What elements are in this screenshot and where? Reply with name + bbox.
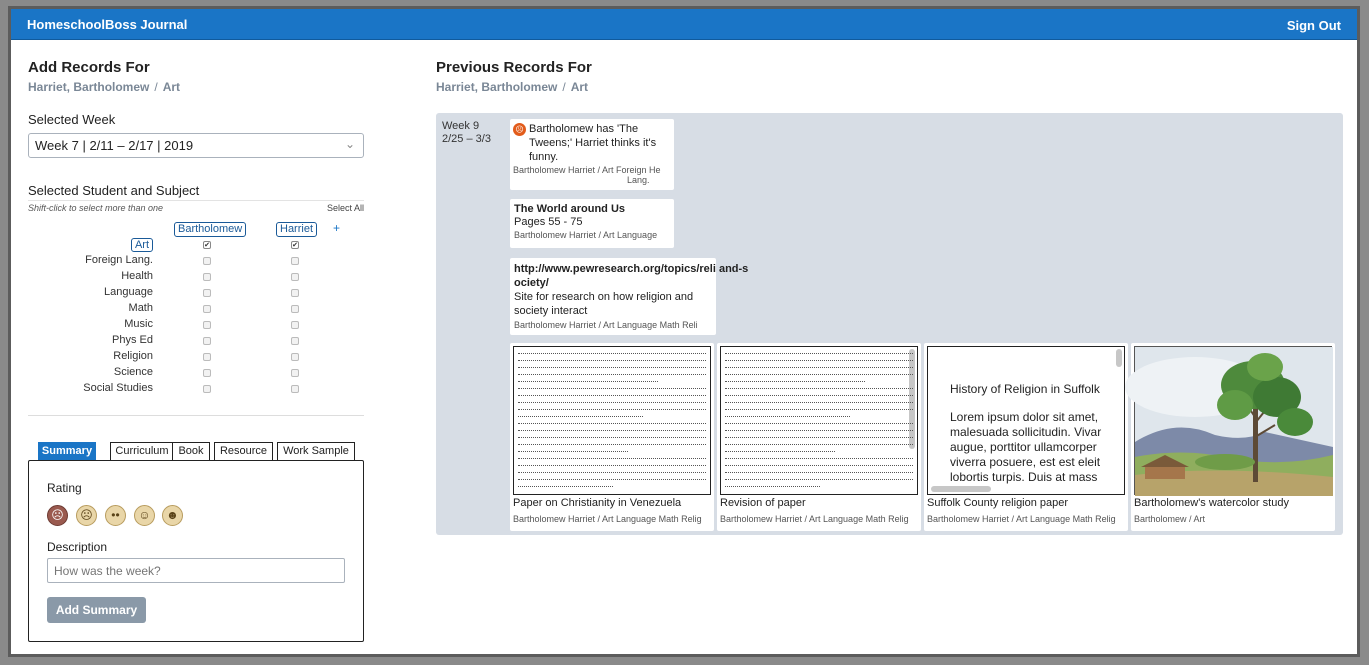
rating-smile-icon[interactable]: ☺ — [134, 505, 155, 526]
sample-caption: Paper on Christianity in Venezuela — [513, 497, 682, 509]
brand-logo[interactable]: HomeschoolBoss Journal — [27, 17, 188, 32]
week-dates: 2/25 – 3/3 — [442, 133, 491, 145]
subject-label-wrap — [28, 238, 153, 252]
summary-panel — [28, 460, 364, 642]
week-number: Week 9 — [442, 120, 480, 132]
record-meta: Bartholomew Harriet / Art Language Math Reli — [514, 320, 698, 330]
work-sample-card[interactable] — [1131, 343, 1335, 531]
document-thumbnail — [927, 346, 1125, 495]
add-records-panel — [28, 59, 364, 402]
sample-caption: Bartholomew's watercolor study — [1134, 497, 1289, 509]
add-records-title: Add Records For — [28, 59, 150, 76]
subject-label[interactable]: Music — [124, 318, 153, 330]
record-meta: Bartholomew Harriet / Art Language Math Relig — [720, 514, 909, 524]
book-pages: Pages 55 - 75 — [514, 216, 583, 228]
divider — [28, 415, 364, 416]
handwriting-line — [725, 472, 913, 473]
watercolor-image — [1135, 347, 1333, 496]
subject-checkbox[interactable] — [203, 305, 211, 313]
previous-records-breadcrumb — [436, 80, 592, 94]
handwritten-paper-thumbnail — [720, 346, 918, 495]
document-line: lobortis turpis. Duis at mass — [950, 470, 1098, 484]
resource-record-card[interactable] — [510, 258, 749, 335]
handwriting-line — [725, 353, 913, 354]
rating-label: Rating — [47, 481, 82, 495]
subject-label[interactable]: Foreign Lang. — [85, 254, 153, 266]
handwriting-line — [725, 416, 850, 417]
selection-hint-row — [28, 203, 364, 217]
sign-out-link[interactable]: Sign Out — [1286, 18, 1341, 33]
handwriting-line — [725, 444, 913, 445]
subject-checkbox[interactable]: ✔ — [204, 242, 210, 249]
subject-checkbox[interactable] — [203, 321, 211, 329]
subject-label[interactable]: Art — [131, 238, 153, 252]
selected-student-label: Selected Student and Subject — [28, 183, 364, 201]
subject-label[interactable]: Math — [128, 302, 153, 314]
tab-work-sample[interactable]: Work Sample — [277, 442, 355, 461]
subject-label[interactable]: Social Studies — [83, 382, 153, 394]
scrollbar[interactable] — [1116, 349, 1122, 367]
resource-url[interactable]: http://www.pewresearch.org/topics/reli and-society/ — [514, 263, 749, 289]
handwriting-line — [518, 437, 706, 438]
handwriting-line — [518, 458, 706, 459]
week-records — [436, 113, 1343, 535]
handwriting-line — [725, 381, 865, 382]
handwriting-line — [518, 402, 706, 403]
handwriting-line — [725, 409, 913, 410]
subject-label-wrap — [28, 270, 153, 284]
subject-checkbox[interactable] — [291, 337, 299, 345]
handwriting-line — [518, 451, 628, 452]
handwriting-line — [518, 472, 706, 473]
subject-label-wrap — [28, 254, 153, 268]
student-subject-grid — [28, 222, 364, 402]
add-records-breadcrumb — [28, 80, 364, 94]
subject-checkbox[interactable]: ✔ — [292, 242, 298, 249]
subject-label-wrap — [28, 366, 153, 380]
record-meta: Bartholomew Harriet / Art Foreign He — [513, 165, 661, 175]
rating-sad-icon[interactable]: ☹ — [76, 505, 97, 526]
handwriting-line — [518, 353, 706, 354]
student-header-harriet[interactable]: Harriet — [276, 222, 317, 237]
description-label: Description — [47, 540, 108, 554]
subject-checkbox[interactable] — [291, 369, 299, 377]
description-input[interactable] — [47, 558, 345, 583]
tab-resource[interactable]: Resource — [214, 442, 273, 461]
handwriting-line — [725, 465, 913, 466]
handwriting-line — [725, 360, 913, 361]
subject-checkbox[interactable] — [203, 273, 211, 281]
handwriting-line — [518, 416, 643, 417]
handwriting-line — [725, 402, 913, 403]
week-label — [442, 120, 491, 146]
week-select-value: Week 7 | 2/11 – 2/17 | 2019 — [35, 138, 194, 153]
subject-checkbox[interactable] — [291, 305, 299, 313]
handwriting-line — [725, 451, 835, 452]
subject-label[interactable]: Science — [113, 366, 153, 378]
rating-angry-icon[interactable]: ☹ — [47, 505, 68, 526]
subject-checkbox[interactable] — [203, 289, 211, 297]
subject-label-wrap — [28, 286, 153, 300]
top-bar — [11, 9, 1357, 40]
subject-checkbox[interactable] — [291, 289, 299, 297]
subject-checkbox[interactable] — [203, 257, 211, 265]
tab-curriculum[interactable]: Curriculum — [110, 442, 174, 461]
work-sample-card[interactable] — [510, 343, 714, 531]
handwritten-paper-thumbnail — [513, 346, 711, 495]
handwriting-line — [518, 423, 706, 424]
breadcrumb-student: Harriet, Bartholomew — [28, 80, 150, 94]
angry-face-icon: ☹ — [513, 123, 526, 136]
previous-records-title: Previous Records For — [436, 59, 592, 76]
subject-label-wrap — [28, 302, 153, 316]
breadcrumb-separator: / — [562, 80, 566, 94]
handwriting-line — [725, 486, 820, 487]
tab-book[interactable]: Book — [172, 442, 210, 461]
sample-caption: Revision of paper — [720, 497, 806, 509]
summary-text: Bartholomew has 'The Tweens;' Harriet thinks it's funny. — [529, 123, 657, 163]
breadcrumb-student: Harriet, Bartholomew — [436, 80, 558, 94]
handwriting-line — [518, 444, 706, 445]
subject-label[interactable]: Religion — [113, 350, 153, 362]
subject-label-wrap — [28, 318, 153, 332]
handwriting-line — [725, 395, 913, 396]
record-meta: Bartholomew Harriet / Art Language Math Relig — [927, 514, 1116, 524]
week-select[interactable] — [28, 133, 364, 158]
book-title: The World around Us — [514, 203, 626, 215]
sample-caption: Suffolk County religion paper — [927, 497, 1069, 509]
scrollbar[interactable] — [931, 486, 991, 492]
breadcrumb-separator: / — [154, 80, 158, 94]
subject-label[interactable]: Health — [121, 270, 153, 282]
resource-description: Site for research on how religion and society interact — [514, 291, 694, 317]
handwriting-line — [518, 381, 658, 382]
handwriting-line — [725, 423, 913, 424]
select-all-link[interactable]: Select All — [326, 203, 364, 213]
student-header-bartholomew[interactable]: Bartholomew — [174, 222, 246, 237]
record-meta: Bartholomew Harriet / Art Language — [514, 230, 658, 240]
handwriting-line — [518, 374, 706, 375]
subject-checkbox[interactable] — [203, 369, 211, 377]
subject-label-wrap — [28, 350, 153, 364]
document-title: History of Religion in Suffolk — [950, 382, 1100, 396]
book-record-card[interactable] — [510, 199, 674, 248]
subject-checkbox[interactable] — [291, 353, 299, 361]
breadcrumb-subject: Art — [162, 80, 181, 94]
scrollbar[interactable] — [909, 349, 915, 449]
subject-checkbox[interactable] — [203, 337, 211, 345]
app-window — [8, 6, 1360, 657]
rating-grin-icon[interactable]: ☻ — [162, 505, 183, 526]
subject-checkbox[interactable] — [203, 385, 211, 393]
handwriting-line — [518, 465, 706, 466]
rating-neutral-icon[interactable]: •• — [105, 505, 126, 526]
handwriting-line — [518, 360, 706, 361]
subject-label[interactable]: Phys Ed — [112, 334, 153, 346]
subject-checkbox[interactable] — [203, 353, 211, 361]
document-line: Lorem ipsum dolor sit amet, — [950, 410, 1099, 424]
handwriting-line — [725, 388, 913, 389]
handwriting-line — [518, 367, 706, 368]
watercolor-thumbnail — [1134, 346, 1332, 495]
handwriting-line — [725, 430, 913, 431]
subject-label[interactable]: Language — [104, 286, 153, 298]
handwriting-line — [518, 388, 706, 389]
document-preview — [950, 382, 1101, 485]
handwriting-line — [725, 374, 913, 375]
subject-label-wrap — [28, 382, 153, 396]
handwriting-line — [725, 367, 913, 368]
selected-week-label: Selected Week — [28, 112, 116, 127]
document-line: malesuada sollicitudin. Vivar — [950, 425, 1102, 439]
record-meta: Bartholomew / Art — [1134, 514, 1206, 524]
shift-click-hint: Shift-click to select more than one — [28, 203, 164, 213]
work-sample-card[interactable] — [924, 343, 1128, 531]
handwriting-line — [518, 486, 613, 487]
record-meta-continued: Lang. — [627, 175, 650, 185]
handwriting-line — [725, 479, 913, 480]
chevron-down-icon: ⌄ — [344, 137, 355, 151]
subject-checkbox[interactable] — [291, 257, 299, 265]
add-summary-button[interactable]: Add Summary — [47, 597, 146, 623]
subject-checkbox[interactable] — [291, 385, 299, 393]
previous-records-header — [436, 59, 592, 94]
tab-summary[interactable]: Summary — [38, 442, 96, 461]
add-student-button[interactable]: + — [333, 221, 341, 235]
subject-checkbox[interactable] — [291, 273, 299, 281]
subject-label-wrap — [28, 334, 153, 348]
summary-record-card[interactable] — [510, 119, 674, 190]
breadcrumb-subject: Art — [570, 80, 589, 94]
handwriting-line — [518, 479, 706, 480]
handwriting-line — [725, 458, 913, 459]
document-line: augue, porttitor ullamcorper — [950, 440, 1097, 454]
handwriting-line — [518, 430, 706, 431]
handwriting-line — [518, 395, 706, 396]
document-line: viverra posuere, est est eleit — [950, 455, 1101, 469]
subject-checkbox[interactable] — [291, 321, 299, 329]
summary-text-row — [513, 122, 671, 164]
record-meta: Bartholomew Harriet / Art Language Math Relig — [513, 514, 702, 524]
handwriting-line — [518, 409, 706, 410]
handwriting-line — [725, 437, 913, 438]
work-sample-card[interactable] — [717, 343, 921, 531]
